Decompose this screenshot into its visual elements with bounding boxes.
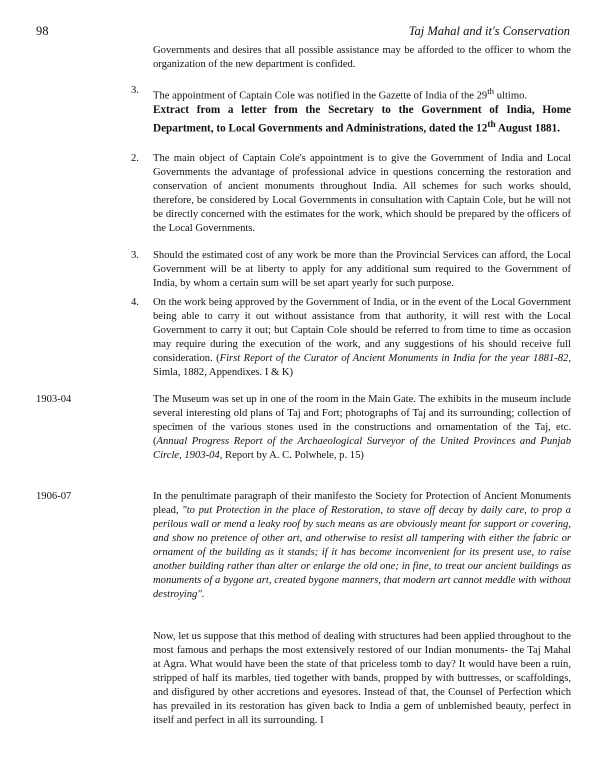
extract-heading bbox=[153, 103, 571, 137]
extract-sup: th bbox=[487, 120, 496, 130]
item-number: 3. bbox=[131, 85, 139, 96]
entry-1903-paragraph bbox=[153, 393, 571, 463]
gazette-text: The appointment of Captain Cole was notified in the Gazette of India of the 29 bbox=[153, 90, 488, 102]
year-label-1903: 1903-04 bbox=[36, 394, 72, 405]
entry-1903-citation: Annual Progress Report of the Archaeological Surveyor of the United Provinces and Punjab Circle, 1903-04 bbox=[153, 436, 571, 461]
item-4-paragraph bbox=[153, 296, 571, 380]
item-4-citation: First Report of the Curator of Ancient Monuments in India for the year 1881-82 bbox=[219, 353, 569, 364]
item-3-paragraph bbox=[153, 249, 571, 291]
entry-1906-text: In the penultimate paragraph of their manifesto the Society for Protection of Ancient Monuments plead, bbox=[153, 491, 571, 516]
entry-1903-text: The Museum was set up in one of the room in the Main Gate. The exhibits in the museum include several interesting old plans of Taj and Fort; photographs of Taj and its surrounding; collection of specimen of the various stones used in the constructions and ornamentation of the Taj, etc. ( bbox=[153, 394, 571, 447]
entry-1906-paragraph-2 bbox=[153, 630, 571, 728]
gazette-paragraph bbox=[153, 84, 571, 104]
item-number: 4. bbox=[131, 297, 139, 308]
entry-1906-text-2: Now, let us suppose that this method of dealing with structures had been applied throughout to the most famous and perhaps the most extensively restored of our Indian monuments- the Taj Mahal at Agra. What would have been the state of that priceless tomb to day? It would have been a ruin, stripped of half its marbles, tied together with bands, propped by with buttresses, or scaffoldings, and disfigured by other accretions and eyesores. Instead of that, the Counsel of Perfection which has prevailed in its restoration has given back to India a gem of unblemished beauty, perfect in itself and perfect in all its surrounding. I bbox=[153, 631, 571, 726]
page-number: 98 bbox=[36, 24, 49, 38]
gazette-sup: th bbox=[487, 86, 495, 96]
entry-1906-quote: "to put Protection in the place of Restoration, to stave off decay by daily care, to prop a perilous wall or mend a leaky roof by such means as are obviously meant for support or covering, and show no pretence of other art, and otherwise to resist all tampering with either the fabric or ornament of the building as it stands; if it has become inconvenient for its present use, to raise another building rather than alter or enlarge the old one; in fine, to treat our ancient buildings as monuments of a bygone art, created bygone manners, that modern art cannot meddle with without destroying". bbox=[153, 505, 571, 600]
intro-text: Governments and desires that all possible assistance may be afforded to the officer to whom the organization of the new department is confided. bbox=[153, 45, 571, 70]
gazette-text-end: ultimo. bbox=[494, 90, 528, 102]
item-3-text: Should the estimated cost of any work be more than the Provincial Services can afford, the Local Government will be at liberty to apply for any additional sum required to the Government of India, by whom a certain sum will be set apart yearly for such purpose. bbox=[153, 250, 571, 289]
entry-1903-tail: , Report by A. C. Polwhele, p. 15) bbox=[219, 450, 364, 461]
item-4-tail: , Simla, 1882, Appendixes. I & K) bbox=[153, 353, 571, 378]
year-label-1906: 1906-07 bbox=[36, 491, 72, 502]
entry-1906-paragraph bbox=[153, 490, 571, 602]
item-4-text: On the work being approved by the Government of India, or in the event of the Local Government being able to carry it out without assistance from that authority, it will rest with the Local Government to carry it out; but Captain Cole should be referred to from time to time as occasion may require during the execution of the work, and any suggestions of his should receive full consideration. ( bbox=[153, 297, 571, 364]
item-number: 2. bbox=[131, 153, 139, 164]
item-2-text: The main object of Captain Cole's appointment is to give the Government of India and Local Governments the advantage of professional advice in questions concerning the restoration and conservation of ancient monuments throughout India. All schemes for such works should, therefore, be considered by Local Governments in consultation with Captain Cole, but he will not be directly concerned with the estimates for the work, which should be prepared by the officers of the Local Governments. bbox=[153, 153, 571, 234]
intro-paragraph bbox=[153, 44, 571, 72]
running-title: Taj Mahal and it's Conservation bbox=[408, 24, 570, 38]
extract-text-end: August 1881. bbox=[495, 122, 561, 135]
item-number: 3. bbox=[131, 250, 139, 261]
item-2-paragraph bbox=[153, 152, 571, 236]
extract-text: Extract from a letter from the Secretary to the Government of India, Home Department, to Local Governments and Administrations, dated the 12 bbox=[153, 104, 571, 135]
